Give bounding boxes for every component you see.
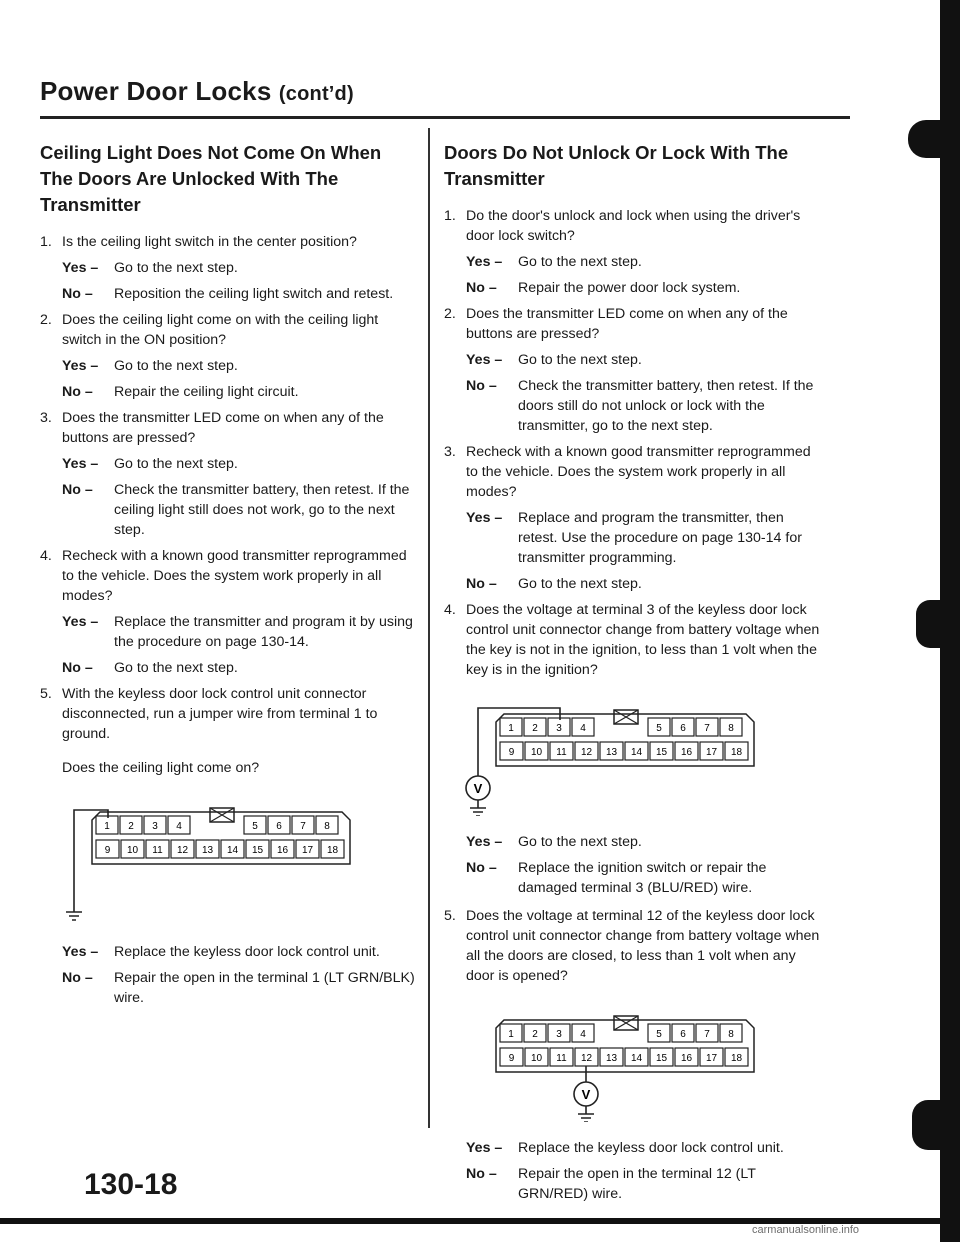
left-step-4 [40,546,418,678]
no-text: Go to the next step. [518,576,642,592]
terminal-number: 11 [556,1053,567,1064]
terminal-number: 12 [176,845,189,856]
yes-text: Replace the keyless door lock control unit. [518,1140,784,1156]
no-label: No – [466,576,497,592]
no-label: No – [466,280,497,296]
no-label: No – [62,660,93,676]
step-number: 5. [40,686,52,702]
terminal-number: 7 [300,821,306,832]
step-number: 1. [444,208,456,224]
title-main: Power Door Locks [40,76,272,106]
right-step-2 [444,304,824,436]
yes-answer [40,942,418,962]
no-text: Repair the open in the terminal 12 (LT GRN/RED) wire. [518,1166,756,1202]
voltmeter-label: V [473,781,483,796]
terminal-number: 2 [128,821,134,832]
terminal-number: 16 [680,1053,693,1064]
yes-label: Yes – [62,614,99,630]
no-text: Repair the power door lock system. [518,280,741,296]
edge-tab [912,1100,942,1150]
right-step-1 [444,206,824,298]
terminal-number: 5 [656,1029,662,1040]
step-question: Do the door's unlock and lock when using the driver's door lock switch? [466,208,801,244]
terminal-number: 13 [605,747,618,758]
step-question: Is the ceiling light switch in the center position? [62,234,357,250]
terminal-number: 6 [276,821,282,832]
connector-lock-cross [614,1016,638,1030]
yes-label: Yes – [466,510,503,526]
no-label: No – [466,860,497,876]
ground-symbol [470,800,486,816]
right-column [444,132,824,1210]
no-label: No – [62,482,93,498]
voltmeter-label: V [581,1087,591,1102]
terminal-number: 18 [730,747,743,758]
terminal-number: 16 [680,747,693,758]
no-answer [62,480,418,540]
connector-lock-cross [614,710,638,724]
step-number: 3. [444,444,456,460]
terminal-number: 5 [656,723,662,734]
left-column [40,132,418,1014]
right-step-5-answers [444,1138,824,1204]
edge-tab [916,600,942,648]
terminal-number: 14 [630,747,643,758]
yes-text: Go to the next step. [518,834,642,850]
ground-symbol [578,1106,594,1122]
yes-label: Yes – [466,352,503,368]
step-question: Recheck with a known good transmitter reprogrammed to the vehicle. Does the system work properly in all modes? [466,444,811,500]
no-answer [40,968,418,1008]
title-rule [40,116,850,119]
no-text: Reposition the ceiling light switch and retest. [114,286,394,302]
no-label: No – [62,970,93,986]
terminal-number: 15 [655,747,668,758]
yes-text: Go to the next step. [518,254,642,270]
terminal-number: 8 [324,821,330,832]
no-label: No – [466,378,497,394]
terminal-number: 18 [730,1053,743,1064]
step-number: 5. [444,908,456,924]
yes-label: Yes – [62,456,99,472]
step-question: With the keyless door lock control unit connector disconnected, run a jumper wire from terminal 1 to ground. [62,686,378,742]
yes-answer [444,1138,824,1158]
terminal-number: 3 [152,821,158,832]
no-answer [466,278,824,298]
step-question: Recheck with a known good transmitter reprogrammed to the vehicle. Does the system work properly in all modes? [62,548,407,604]
terminal-number: 12 [580,747,593,758]
no-answer [62,284,418,304]
watermark: carmanualsonline.info [752,1224,860,1236]
terminal-number: 10 [530,1053,543,1064]
left-step-5-answers [40,942,418,1008]
title-subtitle: (cont’d) [278,83,354,105]
terminal-number: 3 [556,1029,562,1040]
right-step-3 [444,442,824,594]
step-question: Does the transmitter LED come on when any of the buttons are pressed? [62,410,384,446]
connector-diagram-voltmeter-12 [444,1004,822,1122]
yes-label: Yes – [62,260,99,276]
terminal-number: 1 [104,821,110,832]
terminal-number: 6 [680,723,686,734]
terminal-number: 3 [556,723,562,734]
no-text: Repair the open in the terminal 1 (LT GRN/BLK) wire. [114,970,415,1006]
step-number: 1. [40,234,52,250]
terminal-number: 16 [276,845,289,856]
yes-answer [466,350,824,370]
left-step-2 [40,310,418,402]
yes-text: Go to the next step. [114,260,238,276]
yes-label: Yes – [466,1140,503,1156]
terminal-number: 14 [226,845,239,856]
step-question: Does the voltage at terminal 12 of the keyless door lock control unit connector change from battery voltage when all the doors are closed, to less than 1 volt when any door is opened? [466,908,820,984]
left-step-1 [40,232,418,304]
yes-text: Replace the keyless door lock control unit. [114,944,380,960]
connector-housing [92,808,350,864]
terminal-number: 10 [126,845,139,856]
yes-answer [466,508,824,568]
terminal-number: 7 [704,723,710,734]
yes-label: Yes – [62,358,99,374]
step-question: Does the ceiling light come on with the ceiling light switch in the ON position? [62,312,379,348]
step-number: 4. [40,548,52,564]
no-text: Go to the next step. [114,660,238,676]
no-answer [466,574,824,594]
terminal-number: 8 [728,723,734,734]
step-number: 4. [444,602,456,618]
step-number: 3. [40,410,52,426]
terminal-number: 18 [326,845,339,856]
yes-text: Go to the next step. [114,358,238,374]
yes-text: Go to the next step. [518,352,642,368]
terminal-number: 2 [532,723,538,734]
no-answer [62,382,418,402]
yes-answer [62,356,418,376]
terminal-number: 11 [152,845,163,856]
left-step-5 [40,684,418,778]
terminal-number: 9 [104,845,111,856]
terminal-number: 5 [252,821,258,832]
yes-answer [444,832,824,852]
terminal-number: 1 [508,1029,514,1040]
terminal-number: 14 [630,1053,643,1064]
yes-label: Yes – [62,944,99,960]
step-subquestion: Does the ceiling light come on? [62,760,260,776]
right-step-5 [444,906,824,986]
no-label: No – [466,1166,497,1182]
no-answer [444,1164,824,1204]
no-label: No – [62,384,93,400]
terminal-number: 9 [508,747,515,758]
connector-diagram-voltmeter-3 [444,698,822,816]
no-label: No – [62,286,93,302]
page-number: 130-18 [84,1168,178,1201]
left-step-3 [40,408,418,540]
terminal-number: 6 [680,1029,686,1040]
terminal-number: 1 [508,723,514,734]
terminal-number: 12 [580,1053,593,1064]
no-answer [444,858,824,898]
terminal-number: 4 [176,821,182,832]
terminal-number: 17 [705,1053,718,1064]
connector-lock-cross [210,808,234,822]
left-section-title: Ceiling Light Does Not Come On When The Doors Are Unlocked With The Transmitter [40,142,382,215]
terminal-number: 4 [580,723,586,734]
no-answer [466,376,824,436]
terminal-number: 13 [201,845,214,856]
yes-label: Yes – [466,254,503,270]
right-step-4 [444,600,824,680]
terminal-number: 8 [728,1029,734,1040]
step-number: 2. [40,312,52,328]
page-title [40,76,354,107]
yes-text: Go to the next step. [114,456,238,472]
terminal-number: 9 [508,1053,515,1064]
yes-text: Replace and program the transmitter, then retest. Use the procedure on page 130-14 for transmitter programming. [518,510,802,566]
yes-answer [466,252,824,272]
no-answer [62,658,418,678]
yes-text: Replace the transmitter and program it by using the procedure on page 130-14. [114,614,413,650]
step-question: Does the voltage at terminal 3 of the keyless door lock control unit connector change from battery voltage when the key is not in the ignition, to less than 1 volt when the key is in the ignition? [466,602,820,678]
step-question: Does the transmitter LED come on when any of the buttons are pressed? [466,306,788,342]
column-divider [428,128,430,1128]
yes-answer [62,454,418,474]
step-number: 2. [444,306,456,322]
yes-label: Yes – [466,834,503,850]
yes-answer [62,258,418,278]
right-section-title: Doors Do Not Unlock Or Lock With The Transmitter [444,142,789,189]
edge-tab [908,120,942,158]
terminal-number: 17 [705,747,718,758]
connector-housing [496,710,754,766]
terminal-number: 17 [301,845,314,856]
no-text: Replace the ignition switch or repair the damaged terminal 3 (BLU/RED) wire. [518,860,767,896]
connector-diagram-jumper [40,796,418,926]
terminal-number: 10 [530,747,543,758]
no-text: Repair the ceiling light circuit. [114,384,299,400]
terminal-number: 13 [605,1053,618,1064]
terminal-number: 15 [251,845,264,856]
terminal-number: 4 [580,1029,586,1040]
yes-answer [62,612,418,652]
terminal-number: 7 [704,1029,710,1040]
terminal-number: 15 [655,1053,668,1064]
ground-symbol [66,912,82,920]
terminal-number: 11 [556,747,567,758]
connector-housing [496,1016,754,1072]
right-step-4-answers [444,832,824,898]
no-text: Check the transmitter battery, then retest. If the ceiling light still does not work, go to the next step. [114,482,410,538]
terminal-number: 2 [532,1029,538,1040]
no-text: Check the transmitter battery, then retest. If the doors still do not unlock or lock with the transmitter, go to the next step. [518,378,814,434]
binding-edge [940,0,960,1242]
